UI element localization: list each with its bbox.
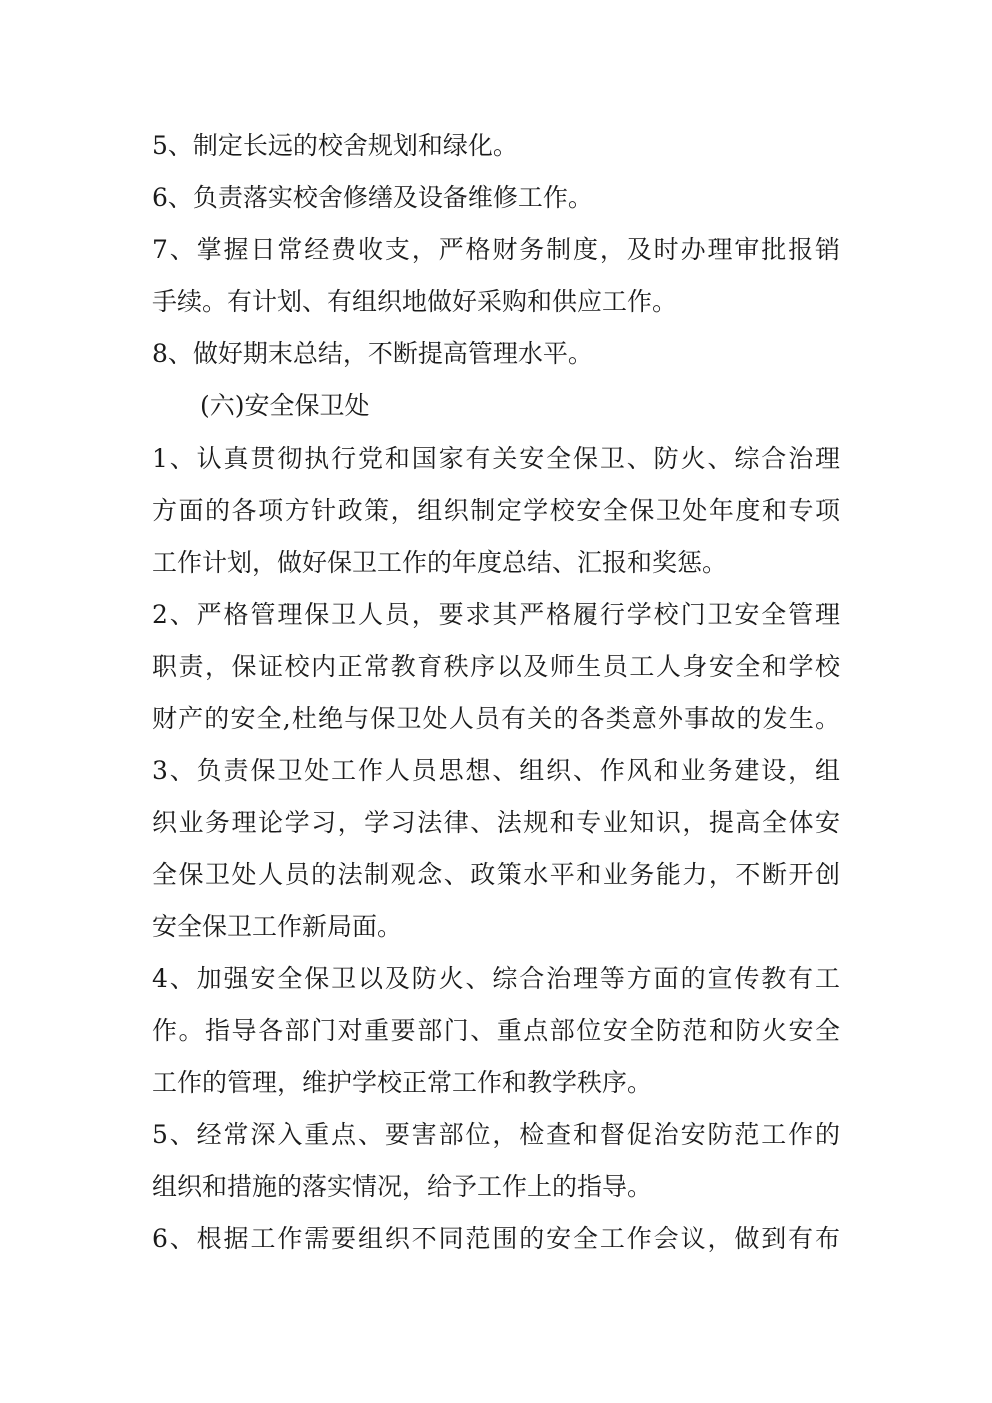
paragraph-line: 5、制定长远的校舍规划和绿化。 [152, 131, 518, 160]
paragraph-line: 组织和措施的落实情况，给予工作上的指导。 [152, 1172, 653, 1201]
paragraph-line: 职责，保证校内正常教育秩序以及师生员工人身安全和学校 [152, 652, 840, 681]
paragraph-line: 手续。有计划、有组织地做好采购和供应工作。 [152, 287, 678, 316]
paragraph-line: 7、掌握日常经费收支，严格财务制度，及时办理审批报销 [152, 235, 840, 264]
paragraph-line: 财产的安全,杜绝与保卫处人员有关的各类意外事故的发生。 [152, 704, 840, 733]
paragraph-line: 6、根据工作需要组织不同范围的安全工作会议，做到有布 [152, 1224, 840, 1253]
section-heading: (六)安全保卫处 [200, 391, 370, 420]
paragraph-line: 5、经常深入重点、要害部位，检查和督促治安防范工作的 [152, 1120, 840, 1149]
paragraph-line: 作。指导各部门对重要部门、重点部位安全防范和防火安全 [152, 1016, 840, 1045]
paragraph-line: 安全保卫工作新局面。 [152, 912, 403, 941]
paragraph-line: 8、做好期末总结，不断提高管理水平。 [152, 339, 593, 368]
paragraph-line: 全保卫处人员的法制观念、政策水平和业务能力，不断开创 [152, 860, 840, 889]
paragraph-line: 工作的管理，维护学校正常工作和教学秩序。 [152, 1068, 653, 1097]
paragraph-line: 1、认真贯彻执行党和国家有关安全保卫、防火、综合治理 [152, 444, 840, 473]
paragraph-line: 方面的各项方针政策，组织制定学校安全保卫处年度和专项 [152, 496, 840, 525]
paragraph-line: 工作计划，做好保卫工作的年度总结、汇报和奖惩。 [152, 548, 728, 577]
paragraph-line: 4、加强安全保卫以及防火、综合治理等方面的宣传教有工 [152, 964, 840, 993]
paragraph-line: 6、负责落实校舍修缮及设备维修工作。 [152, 183, 593, 212]
paragraph-line: 织业务理论学习，学习法律、法规和专业知识，提高全体安 [152, 808, 840, 837]
paragraph-line: 2、严格管理保卫人员，要求其严格履行学校门卫安全管理 [152, 600, 840, 629]
paragraph-line: 3、负责保卫处工作人员思想、组织、作风和业务建设，组 [152, 756, 840, 785]
